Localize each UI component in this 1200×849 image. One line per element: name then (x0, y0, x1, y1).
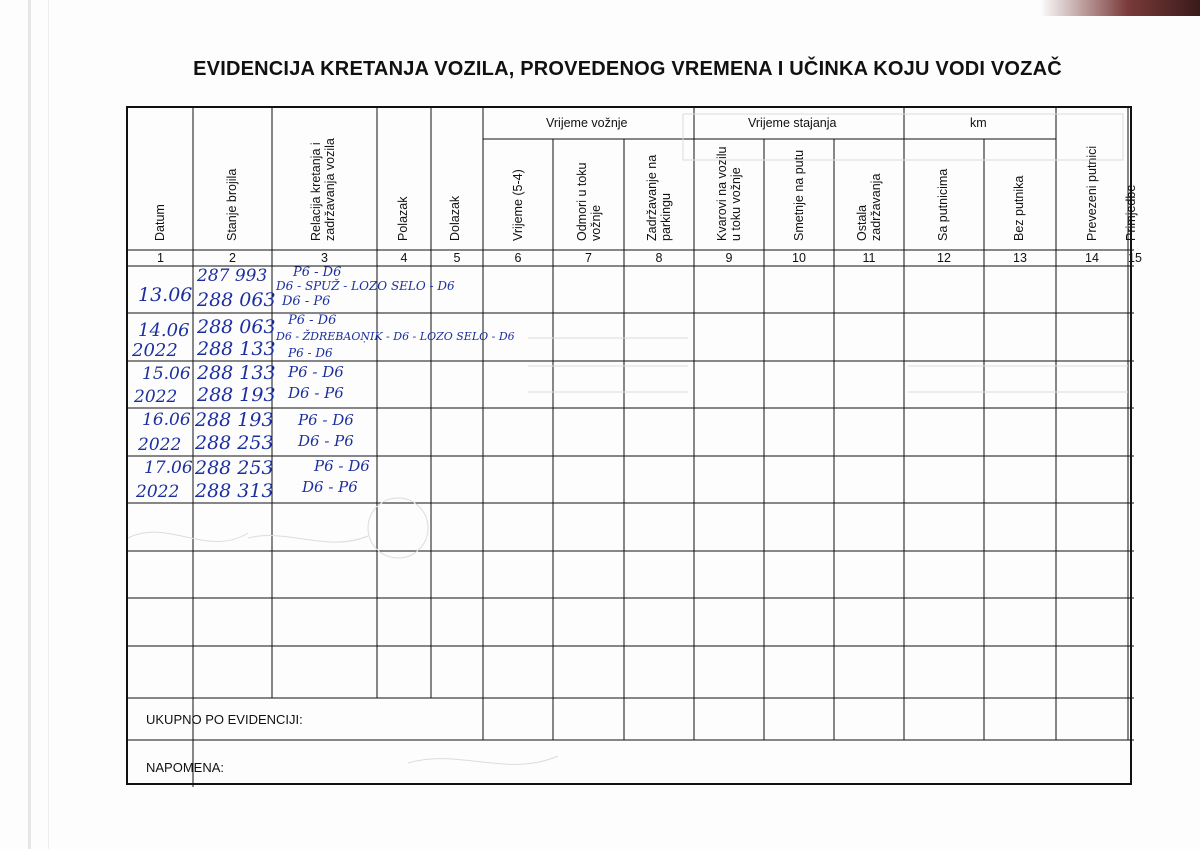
column-header-polazak: Polazak (396, 196, 410, 241)
column-header-kvarovi: Kvarovi na vozilu u toku vožnje (715, 146, 743, 241)
entry-reading-end: 288 193 (197, 384, 276, 406)
column-header-odmori: Odmori u toku vožnje (575, 162, 603, 241)
column-number: 14 (1085, 251, 1099, 265)
entry-route-line: D6 - SPUŽ - LOZO SELO - D6 (276, 279, 455, 293)
group-header-vrijeme-stajanja: Vrijeme stajanja (748, 116, 837, 130)
entry-reading-start: 288 193 (195, 409, 274, 431)
column-header-datum: Datum (153, 204, 167, 241)
column-number: 2 (229, 251, 236, 265)
column-number: 8 (655, 251, 663, 265)
scan-edge-shadow (48, 0, 49, 849)
column-number: 11 (862, 251, 876, 265)
entry-route-line: P6 - D6 (288, 363, 344, 381)
entry-reading-start: 287 993 (197, 266, 268, 286)
entry-year: 2022 (136, 482, 180, 502)
log-table (126, 106, 1142, 785)
column-header-zadrzavanje-parking: Zadržavanje na parkingu (645, 154, 673, 241)
column-number: 12 (937, 251, 951, 265)
entry-reading-end: 288 253 (195, 432, 274, 454)
entry-route-line: D6 - P6 (282, 294, 331, 309)
entry-route-line: P6 - D6 (288, 346, 333, 360)
entry-year: 2022 (134, 387, 178, 407)
entry-route-line: D6 - P6 (302, 478, 358, 496)
entry-reading-end: 288 063 (197, 289, 276, 311)
column-header-primjedbe: Primjedbe (1124, 184, 1138, 241)
entry-date: 17.06 (144, 458, 193, 478)
scan-corner-mark (1040, 0, 1200, 16)
entry-year: 2022 (138, 435, 182, 455)
page-title: EVIDENCIJA KRETANJA VOZILA, PROVEDENOG VREMENA I UČINKA KOJU VODI VOZAČ (193, 58, 1062, 80)
column-header-stanje-brojila: Stanje brojila (225, 168, 239, 241)
entry-route-line: P6 - D6 (314, 457, 370, 475)
column-number: 10 (792, 251, 806, 265)
entry-year: 2022 (132, 340, 178, 361)
entry-route-line: D6 - P6 (298, 432, 354, 450)
column-header-ostala-zadrzavanja: Ostala zadržavanja (855, 173, 883, 241)
entry-date: 13.06 (138, 284, 193, 306)
total-label: UKUPNO PO EVIDENCIJI: (146, 712, 303, 727)
entry-reading-start: 288 253 (195, 457, 274, 479)
column-header-smetnje: Smetnje na putu (792, 149, 806, 241)
entry-date: 15.06 (142, 364, 191, 384)
group-header-km: km (970, 116, 987, 130)
entry-route-line: P6 - D6 (288, 313, 337, 328)
entry-reading-start: 288 063 (197, 316, 276, 338)
column-header-bez-putnika: Bez putnika (1012, 175, 1026, 241)
entry-route-line: P6 - D6 (293, 265, 342, 280)
scan-edge-shadow (28, 0, 31, 849)
column-number: 7 (585, 251, 592, 265)
entry-reading-end: 288 313 (195, 480, 274, 502)
column-header-sa-putnicima: Sa putnicima (936, 168, 950, 241)
entry-date: 14.06 (138, 320, 190, 341)
column-number: 9 (725, 251, 733, 265)
entry-route-line: P6 - D6 (298, 411, 354, 429)
note-label: NAPOMENA: (146, 760, 225, 775)
entry-route-line: D6 - P6 (288, 384, 344, 402)
column-number: 3 (321, 251, 328, 265)
entry-route-line: D6 - ŽDREBAOṆIK - D6 - LOZO SELO - D6 (276, 330, 515, 343)
column-number: 4 (400, 251, 408, 265)
entry-date: 16.06 (142, 410, 191, 430)
column-number: 6 (514, 251, 522, 265)
entry-reading-start: 288 133 (197, 362, 276, 384)
group-header-vrijeme-voznje: Vrijeme vožnje (546, 116, 628, 130)
column-header-vrijeme: Vrijeme (5-4) (511, 169, 525, 241)
column-number: 13 (1013, 251, 1027, 265)
column-header-dolazak: Dolazak (448, 195, 462, 241)
column-number: 5 (453, 251, 461, 265)
column-number: 1 (157, 251, 164, 265)
column-header-relacija: Relacija kretanja i zadržavanja vozila (309, 138, 337, 241)
entry-reading-end: 288 133 (197, 338, 276, 360)
column-number: 15 (1128, 251, 1142, 265)
column-header-prevezeni-putnici: Prevezeni putnici (1085, 145, 1099, 241)
